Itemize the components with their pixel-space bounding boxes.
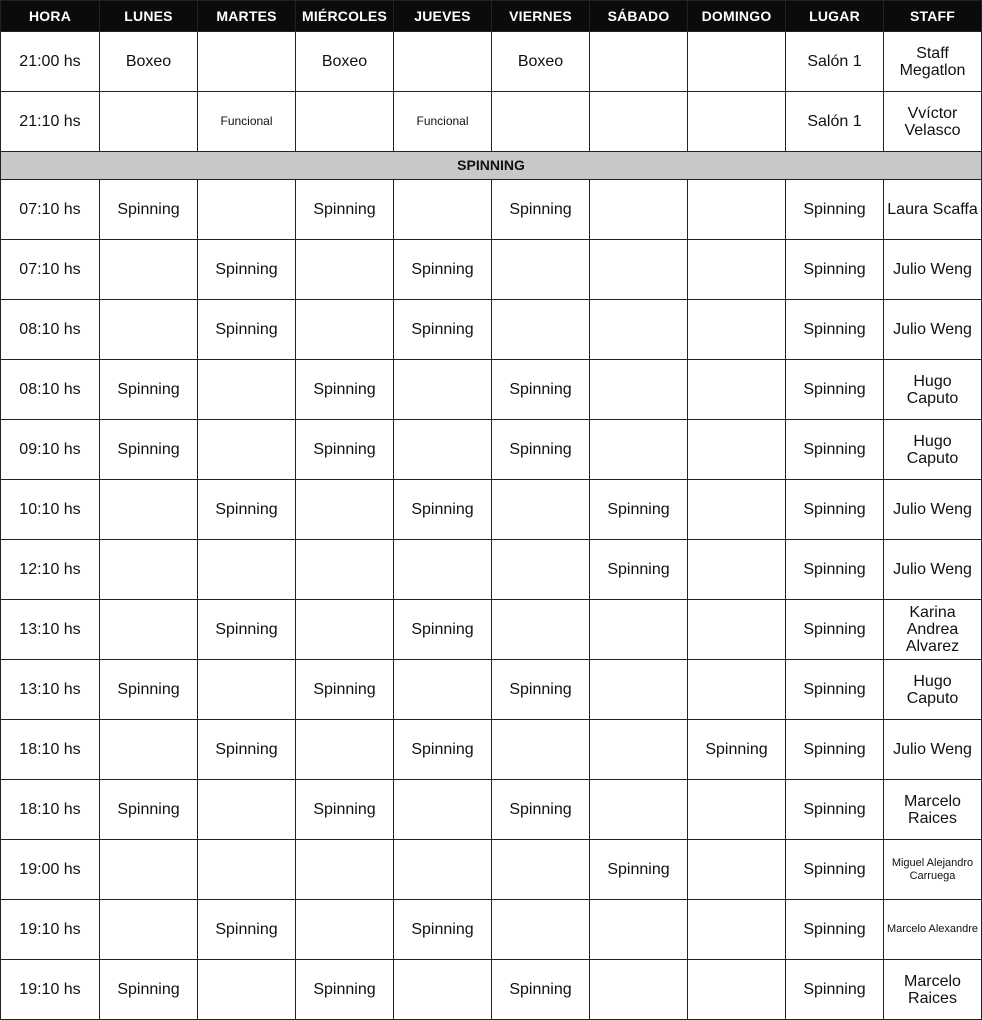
cell-sabado — [590, 660, 688, 720]
cell-miercoles: Spinning — [296, 360, 394, 420]
cell-hora: 13:10 hs — [1, 600, 100, 660]
cell-staff: Julio Weng — [884, 480, 982, 540]
section-row — [1, 152, 982, 180]
cell-staff: Marcelo Raices — [884, 780, 982, 840]
cell-sabado — [590, 180, 688, 240]
cell-hora: 10:10 hs — [1, 480, 100, 540]
header-hora: HORA — [1, 1, 100, 32]
cell-hora: 12:10 hs — [1, 540, 100, 600]
cell-jueves — [394, 780, 492, 840]
cell-domingo — [688, 480, 786, 540]
cell-domingo — [688, 900, 786, 960]
cell-lugar: Spinning — [786, 420, 884, 480]
cell-lunes — [100, 900, 198, 960]
cell-staff: Julio Weng — [884, 300, 982, 360]
cell-lugar: Spinning — [786, 900, 884, 960]
cell-lugar: Spinning — [786, 780, 884, 840]
cell-hora: 08:10 hs — [1, 300, 100, 360]
cell-miercoles: Spinning — [296, 960, 394, 1020]
cell-sabado — [590, 600, 688, 660]
table-row — [1, 840, 982, 900]
cell-jueves — [394, 32, 492, 92]
cell-hora: 18:10 hs — [1, 720, 100, 780]
cell-martes — [198, 960, 296, 1020]
cell-viernes: Spinning — [492, 960, 590, 1020]
cell-lunes — [100, 480, 198, 540]
cell-sabado — [590, 960, 688, 1020]
cell-staff: Hugo Caputo — [884, 660, 982, 720]
header-domingo: DOMINGO — [688, 1, 786, 32]
cell-hora: 21:00 hs — [1, 32, 100, 92]
cell-jueves: Funcional — [394, 92, 492, 152]
cell-lugar: Spinning — [786, 360, 884, 420]
cell-jueves — [394, 360, 492, 420]
header-miercoles: MIÉRCOLES — [296, 1, 394, 32]
cell-martes — [198, 840, 296, 900]
cell-martes: Spinning — [198, 300, 296, 360]
table-body — [1, 32, 982, 1020]
cell-lugar: Salón 1 — [786, 92, 884, 152]
cell-martes — [198, 180, 296, 240]
table-row — [1, 780, 982, 840]
cell-domingo — [688, 240, 786, 300]
cell-viernes — [492, 540, 590, 600]
cell-domingo: Spinning — [688, 720, 786, 780]
cell-martes — [198, 660, 296, 720]
cell-miercoles: Spinning — [296, 420, 394, 480]
cell-hora: 19:10 hs — [1, 900, 100, 960]
table-row — [1, 180, 982, 240]
cell-lunes: Spinning — [100, 780, 198, 840]
cell-viernes — [492, 900, 590, 960]
cell-miercoles: Spinning — [296, 660, 394, 720]
header-lugar: LUGAR — [786, 1, 884, 32]
header-staff: STAFF — [884, 1, 982, 32]
cell-staff: Julio Weng — [884, 540, 982, 600]
cell-viernes — [492, 240, 590, 300]
table-row — [1, 660, 982, 720]
cell-staff: Karina Andrea Alvarez — [884, 600, 982, 660]
cell-lugar: Spinning — [786, 180, 884, 240]
cell-viernes — [492, 300, 590, 360]
header-lunes: LUNES — [100, 1, 198, 32]
header-jueves: JUEVES — [394, 1, 492, 32]
cell-hora: 08:10 hs — [1, 360, 100, 420]
cell-jueves: Spinning — [394, 720, 492, 780]
cell-lunes: Spinning — [100, 180, 198, 240]
table-row — [1, 900, 982, 960]
cell-lugar: Spinning — [786, 540, 884, 600]
cell-miercoles — [296, 300, 394, 360]
cell-martes: Spinning — [198, 480, 296, 540]
cell-domingo — [688, 780, 786, 840]
cell-jueves — [394, 180, 492, 240]
cell-lunes: Boxeo — [100, 32, 198, 92]
cell-sabado: Spinning — [590, 540, 688, 600]
table-row — [1, 360, 982, 420]
cell-domingo — [688, 300, 786, 360]
header-viernes: VIERNES — [492, 1, 590, 32]
cell-staff: Vvíctor Velasco — [884, 92, 982, 152]
cell-lunes — [100, 300, 198, 360]
header-sabado: SÁBADO — [590, 1, 688, 32]
cell-staff: Staff Megatlon — [884, 32, 982, 92]
cell-lugar: Spinning — [786, 240, 884, 300]
cell-miercoles: Spinning — [296, 180, 394, 240]
cell-viernes — [492, 600, 590, 660]
cell-viernes — [492, 840, 590, 900]
table-row — [1, 480, 982, 540]
cell-domingo — [688, 180, 786, 240]
cell-martes — [198, 360, 296, 420]
cell-sabado — [590, 780, 688, 840]
section-title: SPINNING — [1, 152, 982, 180]
cell-hora: 21:10 hs — [1, 92, 100, 152]
cell-lunes: Spinning — [100, 660, 198, 720]
cell-lugar: Spinning — [786, 660, 884, 720]
cell-miercoles — [296, 840, 394, 900]
cell-martes: Spinning — [198, 900, 296, 960]
cell-miercoles: Spinning — [296, 780, 394, 840]
cell-staff: Miguel Alejandro Carruega — [884, 840, 982, 900]
cell-sabado — [590, 900, 688, 960]
cell-sabado — [590, 420, 688, 480]
cell-miercoles — [296, 240, 394, 300]
cell-hora: 19:10 hs — [1, 960, 100, 1020]
cell-lunes — [100, 720, 198, 780]
cell-jueves: Spinning — [394, 240, 492, 300]
cell-sabado — [590, 240, 688, 300]
cell-miercoles — [296, 600, 394, 660]
cell-hora: 09:10 hs — [1, 420, 100, 480]
cell-viernes: Spinning — [492, 360, 590, 420]
cell-lunes: Spinning — [100, 360, 198, 420]
cell-lugar: Spinning — [786, 600, 884, 660]
cell-jueves: Spinning — [394, 480, 492, 540]
cell-domingo — [688, 420, 786, 480]
cell-viernes: Spinning — [492, 420, 590, 480]
cell-lunes — [100, 540, 198, 600]
cell-staff: Marcelo Alexandre — [884, 900, 982, 960]
cell-staff: Hugo Caputo — [884, 360, 982, 420]
cell-viernes — [492, 720, 590, 780]
cell-sabado — [590, 92, 688, 152]
cell-sabado — [590, 300, 688, 360]
table-row — [1, 600, 982, 660]
cell-sabado: Spinning — [590, 480, 688, 540]
table-row — [1, 540, 982, 600]
table-row — [1, 720, 982, 780]
cell-viernes — [492, 92, 590, 152]
cell-lunes: Spinning — [100, 420, 198, 480]
table-row — [1, 32, 982, 92]
cell-martes: Spinning — [198, 240, 296, 300]
cell-miercoles: Boxeo — [296, 32, 394, 92]
header-martes: MARTES — [198, 1, 296, 32]
cell-domingo — [688, 360, 786, 420]
cell-domingo — [688, 660, 786, 720]
cell-lugar: Spinning — [786, 300, 884, 360]
cell-miercoles — [296, 900, 394, 960]
table-row — [1, 300, 982, 360]
cell-sabado — [590, 720, 688, 780]
cell-sabado: Spinning — [590, 840, 688, 900]
cell-staff: Laura Scaffa — [884, 180, 982, 240]
cell-lugar: Spinning — [786, 840, 884, 900]
table-row — [1, 92, 982, 152]
cell-jueves: Spinning — [394, 300, 492, 360]
cell-viernes: Spinning — [492, 660, 590, 720]
cell-martes — [198, 780, 296, 840]
cell-lunes — [100, 840, 198, 900]
cell-staff: Julio Weng — [884, 720, 982, 780]
cell-sabado — [590, 360, 688, 420]
cell-jueves — [394, 420, 492, 480]
cell-staff: Hugo Caputo — [884, 420, 982, 480]
table-row — [1, 960, 982, 1020]
cell-miercoles — [296, 92, 394, 152]
cell-lugar: Salón 1 — [786, 32, 884, 92]
cell-jueves — [394, 660, 492, 720]
cell-domingo — [688, 960, 786, 1020]
cell-miercoles — [296, 480, 394, 540]
cell-lugar: Spinning — [786, 720, 884, 780]
table-row — [1, 240, 982, 300]
cell-lunes — [100, 92, 198, 152]
cell-domingo — [688, 840, 786, 900]
table-row — [1, 420, 982, 480]
cell-lunes — [100, 240, 198, 300]
cell-jueves: Spinning — [394, 600, 492, 660]
cell-martes — [198, 540, 296, 600]
cell-jueves: Spinning — [394, 900, 492, 960]
cell-staff: Julio Weng — [884, 240, 982, 300]
cell-hora: 18:10 hs — [1, 780, 100, 840]
cell-viernes — [492, 480, 590, 540]
cell-jueves — [394, 840, 492, 900]
cell-jueves — [394, 960, 492, 1020]
cell-martes — [198, 420, 296, 480]
cell-domingo — [688, 32, 786, 92]
cell-sabado — [590, 32, 688, 92]
cell-hora: 13:10 hs — [1, 660, 100, 720]
cell-jueves — [394, 540, 492, 600]
cell-miercoles — [296, 540, 394, 600]
cell-domingo — [688, 600, 786, 660]
cell-domingo — [688, 540, 786, 600]
cell-lunes — [100, 600, 198, 660]
cell-viernes: Boxeo — [492, 32, 590, 92]
cell-martes: Funcional — [198, 92, 296, 152]
cell-hora: 07:10 hs — [1, 240, 100, 300]
cell-domingo — [688, 92, 786, 152]
cell-staff: Marcelo Raices — [884, 960, 982, 1020]
cell-lugar: Spinning — [786, 480, 884, 540]
cell-lugar: Spinning — [786, 960, 884, 1020]
table-header — [1, 1, 982, 32]
cell-martes: Spinning — [198, 600, 296, 660]
cell-hora: 07:10 hs — [1, 180, 100, 240]
cell-martes — [198, 32, 296, 92]
cell-viernes: Spinning — [492, 780, 590, 840]
cell-miercoles — [296, 720, 394, 780]
cell-hora: 19:00 hs — [1, 840, 100, 900]
cell-viernes: Spinning — [492, 180, 590, 240]
cell-martes: Spinning — [198, 720, 296, 780]
cell-lunes: Spinning — [100, 960, 198, 1020]
